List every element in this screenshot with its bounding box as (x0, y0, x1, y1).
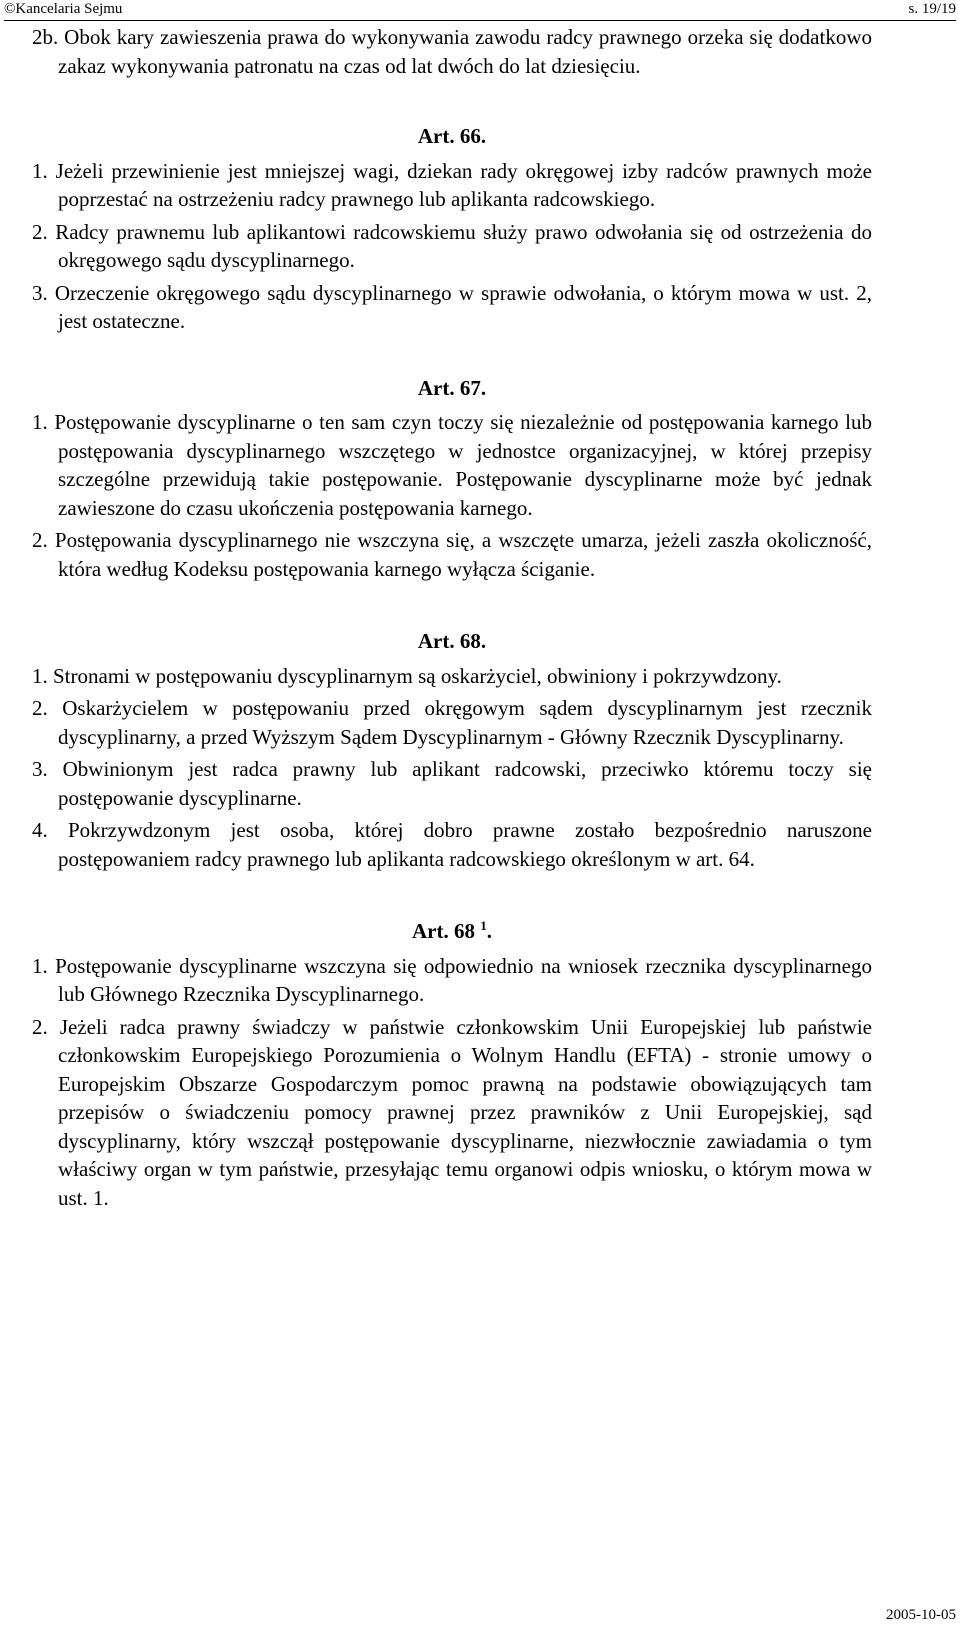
paragraph-text: Postępowanie dyscyplinarne o ten sam czyn toczy się niezależnie od postępowania karnego lub postępowania dyscyplinarnego wszczętego w jednostce organizacyjnej, w której przepisy szczególne przewidują takie postępowanie. Postępowanie dyscyplinarne może być jednak zawieszone do czasu ukończenia postępowania karnego. (54, 410, 872, 520)
article-paragraph (32, 157, 872, 214)
article-paragraph (32, 694, 872, 751)
article-title: Art. 66. (417, 124, 487, 148)
article-title-superscript: 1 (480, 918, 487, 933)
paragraph-text: Postępowania dyscyplinarnego nie wszczyna się, a wszczęte umarza, jeżeli zaszła okoliczność, która według Kodeksu postępowania karnego wyłącza ściganie. (54, 528, 873, 581)
header-copyright: ©Kancelaria Sejmu (4, 1, 123, 17)
header-page-number: s. 19/19 (908, 1, 956, 17)
article-68-1 (32, 917, 872, 1212)
paragraph-number: 2b. (32, 25, 59, 49)
paragraph-text: Pokrzywdzonym jest osoba, której dobro prawne zostało bezpośrednio naruszone postępowaniem radcy prawnego lub aplikanta radcowskiego określonym w art. 64. (58, 818, 872, 871)
paragraph-text: Jeżeli przewinienie jest mniejszej wagi, dziekan rady okręgowej izby radców prawnych może poprzestać na ostrzeżeniu radcy prawnego lub aplikanta radcowskiego. (55, 158, 872, 211)
paragraph-number: 1. (32, 663, 48, 688)
article-paragraph (32, 1013, 872, 1213)
page-header (4, 0, 956, 21)
paragraph-text: Obok kary zawieszenia prawa do wykonywania zawodu radcy prawnego orzeka się dodatkowo zakaz wykonywania patronatu na czas od lat dwóch do lat dziesięciu. (58, 25, 872, 78)
intro-paragraph (32, 23, 872, 80)
paragraph-text: Jeżeli radca prawny świadczy w państwie członkowskim Unii Europejskiej lub państwie członkowskim Europejskiego Porozumienia o Wolnym Handlu (EFTA) - stronie umowy o Europejskim Obszarze Gospodarczym pomoc prawną na podstawie obowiązujących tam przepisów o świadczeniu pomocy prawnej przez prawników z Unii Europejskiej, sąd dyscyplinarny, który wszczął postępowanie dyscyplinarne, niezwłocznie zawiadamia o tym właściwy organ w tym państwie, przesyłając temu organowi odpis wniosku, o którym mowa w ust. 1. (58, 1014, 872, 1210)
article-paragraph (32, 755, 872, 812)
paragraph-text: Radcy prawnemu lub aplikantowi radcowskiemu służy prawo odwołania się od ostrzeżenia do okręgowego sądu dyscyplinarnego. (55, 219, 873, 272)
paragraph-text: Oskarżycielem w postępowaniu przed okręgowym sądem dyscyplinarnym jest rzecznik dyscyplinarny, a przed Wyższym Sądem Dyscyplinarnym - Główny Rzecznik Dyscyplinarny. (58, 696, 873, 749)
paragraph-text: Postępowanie dyscyplinarne wszczyna się odpowiednio na wniosek rzecznika dyscyplinarnego lub Głównego Rzecznika Dyscyplinarnego. (55, 953, 873, 1006)
footer-date: 2005-10-05 (886, 1607, 956, 1623)
paragraph-number: 2. (32, 696, 48, 720)
article-title (32, 917, 872, 946)
page-footer (0, 1606, 956, 1624)
article-67 (32, 374, 872, 584)
article-paragraph (32, 662, 872, 691)
article-paragraph (32, 218, 872, 275)
article-title: Art. 67. (417, 375, 487, 400)
paragraph-text: Orzeczenie okręgowego sądu dyscyplinarnego w sprawie odwołania, o którym mowa w ust. 2, jest ostateczne. (54, 280, 872, 333)
article-paragraph (32, 952, 872, 1009)
article-paragraph (32, 408, 872, 522)
paragraph-number: 3. (32, 757, 48, 781)
article-paragraph (32, 279, 872, 336)
paragraph-number: 1. (32, 410, 48, 434)
article-68 (32, 627, 872, 873)
paragraph-number: 1. (32, 158, 48, 183)
article-paragraph (32, 526, 872, 583)
article-title-text: Art. 68 (412, 919, 475, 943)
paragraph-number: 2. (32, 219, 48, 244)
article-title-suffix: . (486, 919, 492, 943)
paragraph-text: Obwinionym jest radca prawny lub aplikant radcowski, przeciwko któremu toczy się postępowanie dyscyplinarne. (58, 757, 873, 810)
paragraph-number: 1. (32, 953, 48, 978)
paragraph-text: Stronami w postępowaniu dyscyplinarnym są oskarżyciel, obwiniony i pokrzywdzony. (53, 663, 782, 688)
article-paragraph (32, 816, 872, 873)
article-66 (32, 122, 872, 336)
paragraph-number: 3. (32, 280, 48, 305)
document-body (32, 23, 872, 1216)
paragraph-number: 4. (32, 818, 48, 842)
article-title: Art. 68. (417, 629, 487, 653)
paragraph-number: 2. (32, 1014, 48, 1039)
paragraph-number: 2. (32, 528, 48, 552)
